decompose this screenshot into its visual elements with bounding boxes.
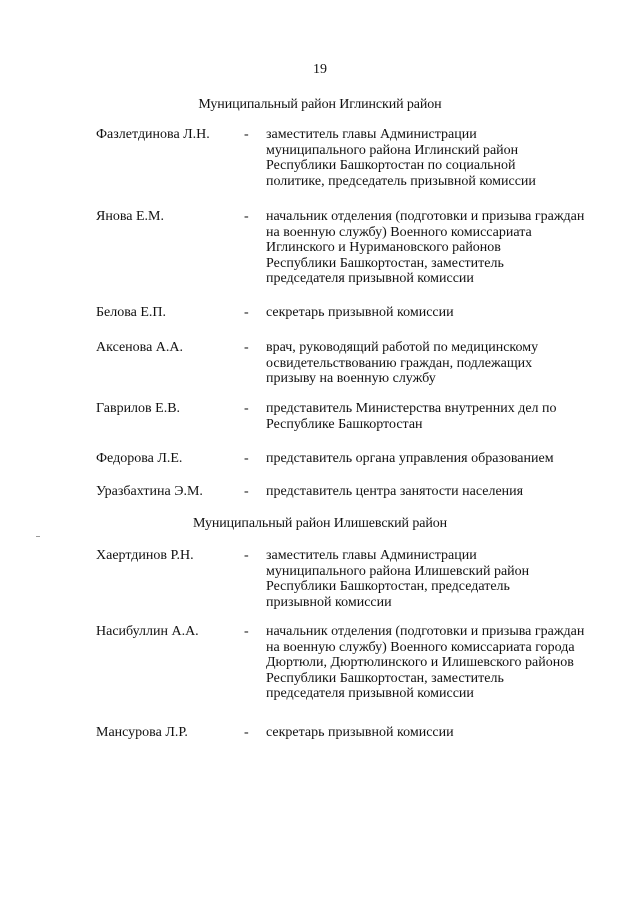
separator-dash: - (244, 209, 249, 224)
person-name: Мансурова Л.Р. (96, 725, 188, 740)
separator-dash: - (244, 340, 249, 355)
separator-dash: - (244, 725, 249, 740)
person-name: Янова Е.М. (96, 209, 164, 224)
person-role: начальник отделения (подготовки и призыва граждан на военную службу) Военного комиссариата Иглинского и Нуримановского районов Республики Башкортостан, заместитель председателя призывной комиссии (266, 209, 585, 286)
person-role: заместитель главы Администрации муниципального района Иглинский район Республики Башкортостан по социальной политике, председатель призывной комиссии (266, 127, 536, 189)
person-role: представитель центра занятости населения (266, 484, 524, 499)
person-name: Фазлетдинова Л.Н. (96, 127, 210, 142)
separator-dash: - (244, 484, 249, 499)
person-name: Белова Е.П. (96, 305, 167, 320)
person-role: секретарь призывной комиссии (266, 305, 454, 320)
separator-dash: - (244, 127, 249, 142)
person-name: Хаертдинов Р.Н. (96, 548, 194, 563)
person-name: Насибуллин А.А. (96, 624, 199, 639)
person-role: заместитель главы Администрации муниципального района Илишевский район Республики Башкортостан, председатель призывной комиссии (266, 548, 530, 610)
person-name: Аксенова А.А. (96, 340, 184, 355)
separator-dash: - (244, 451, 249, 466)
person-name: Уразбахтина Э.М. (96, 484, 203, 499)
section-title-ilishevsky: Муниципальный район Илишевский район (192, 516, 448, 531)
separator-dash: - (244, 624, 249, 639)
person-role: врач, руководящий работой по медицинскому освидетельствованию граждан, подлежащих призыву на военную службу (266, 340, 539, 386)
person-role: начальник отделения (подготовки и призыва граждан на военную службу) Военного комиссариата города Дюртюли, Дюртюлинского и Илишевского районов Республики Башкортостан, заместитель председателя призывной комиссии (266, 624, 585, 701)
separator-dash: - (244, 305, 249, 320)
page-number: 19 (313, 62, 327, 77)
person-name: Федорова Л.Е. (96, 451, 183, 466)
person-role: секретарь призывной комиссии (266, 725, 454, 740)
person-role: представитель органа управления образованием (266, 451, 554, 466)
person-role: представитель Министерства внутренних дел по Республике Башкортостан (266, 401, 557, 432)
section-title-iglinsky: Муниципальный район Иглинский район (198, 97, 442, 112)
person-name: Гаврилов Е.В. (96, 401, 181, 416)
margin-mark (36, 536, 40, 537)
separator-dash: - (244, 401, 249, 416)
separator-dash: - (244, 548, 249, 563)
